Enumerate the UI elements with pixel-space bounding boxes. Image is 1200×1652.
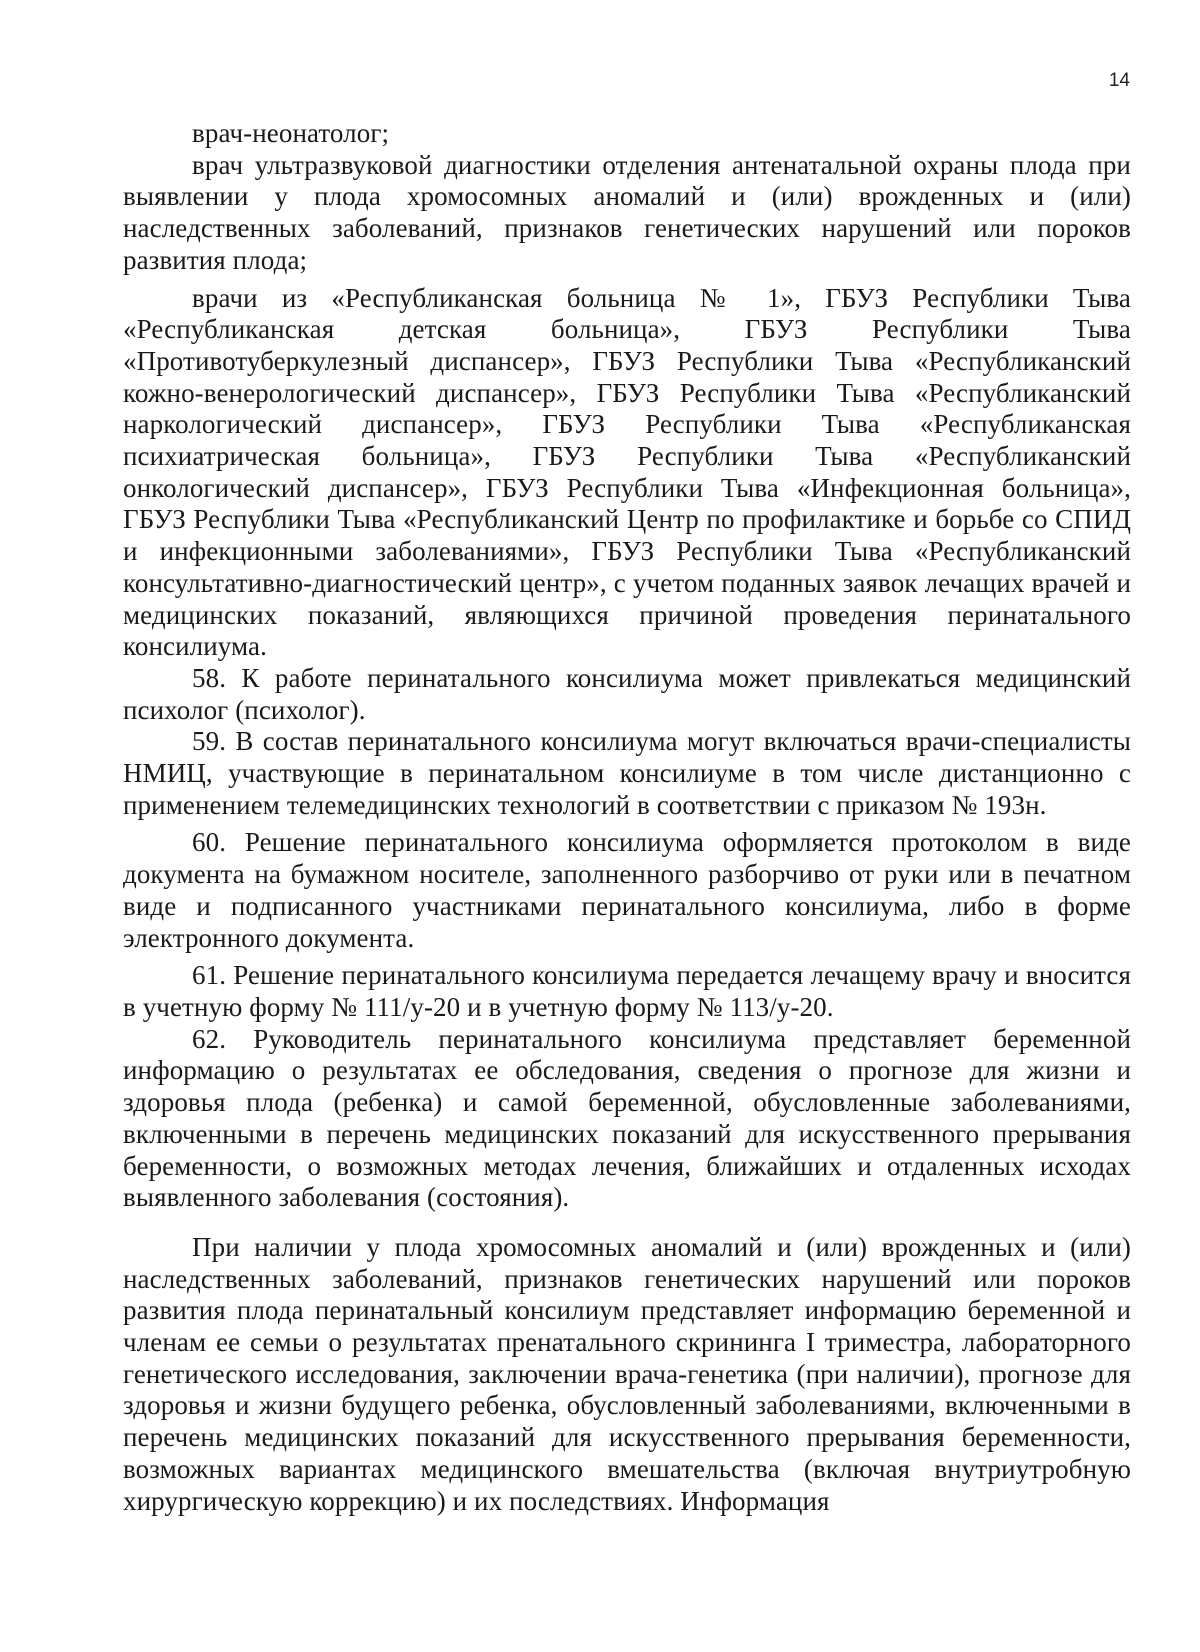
paragraph-doctors-list: врачи из «Республиканская больница № 1», ГБУЗ Республики Тыва «Республиканская детская больница», ГБУЗ Республики Тыва «Противотуберкулезный диспансер», ГБУЗ Республики Тыва «Республиканский кожно-венерологический диспансер», ГБУЗ Республики Тыва «Республиканский наркологический диспансер», ГБУЗ Республики Тыва «Республиканская психиатрическая больница», ГБУЗ Республики Тыва «Республиканский онкологический диспансер», ГБУЗ Республики Тыва «Инфекционная больница», ГБУЗ Республики Тыва «Республиканский Центр по профилактике и борьбе со СПИД и инфекционными заболеваниями», ГБУЗ Республики Тыва «Республиканский консультативно-диагностический центр», с учетом поданных заявок лечащих врачей и медицинских показаний, являющихся причиной проведения перинатального консилиума.	[123, 282, 1131, 662]
paragraph-neonatologist: врач-неонатолог;	[192, 118, 390, 148]
paragraph-59: 59. В состав перинатального консилиума могут включаться врачи-специалисты НМИЦ, участвующие в перинатальном консилиуме в том числе дистанционно с применением телемедицинских технологий в соответствии с приказом № 193н.	[123, 726, 1131, 820]
paragraph-ultrasound-doctor: врач ультразвуковой диагностики отделения антенатальной охраны плода при выявлении у плода хромосомных аномалий и (или) врожденных и (или) наследственных заболеваний, признаков генетических нарушений или пороков развития плода;	[123, 149, 1131, 275]
paragraph-61: 61. Решение перинатального консилиума передается лечащему врачу и вносится в учетную форму № 111/у-20 и в учетную форму № 113/у-20.	[123, 960, 1131, 1022]
paragraph-60: 60. Решение перинатального консилиума оформляется протоколом в виде документа на бумажном носителе, заполненного разборчиво от руки или в печатном виде и подписанного участниками перинатального консилиума, либо в форме электронного документа.	[123, 827, 1131, 953]
document-body	[123, 118, 1131, 1517]
page-number: 14	[1108, 70, 1130, 91]
paragraph-information: При наличии у плода хромосомных аномалий и (или) врожденных и (или) наследственных заболеваний, признаков генетических нарушений или пороков развития плода перинатальный консилиум представляет информацию беременной и членам ее семьи о результатах пренатального скрининга I триместра, лабораторного генетического исследования, заключении врача-генетика (при наличии), прогнозе для здоровья и жизни будущего ребенка, обусловленный заболеваниями, включенными в перечень медицинских показаний для искусственного прерывания беременности, возможных вариантах медицинского вмешательства (включая внутриутробную хирургическую коррекцию) и их последствиях. Информация	[123, 1231, 1131, 1516]
paragraph-58: 58. К работе перинатального консилиума может привлекаться медицинский психолог (психолог).	[123, 662, 1131, 725]
paragraph-62: 62. Руководитель перинатального консилиума представляет беременной информацию о результатах ее обследования, сведения о прогнозе для жизни и здоровья плода (ребенка) и самой беременной, обусловленные заболеваниями, включенными в перечень медицинских показаний для искусственного прерывания беременности, о возможных методах лечения, ближайших и отдаленных исходах выявленного заболевания (состояния).	[123, 1023, 1131, 1213]
